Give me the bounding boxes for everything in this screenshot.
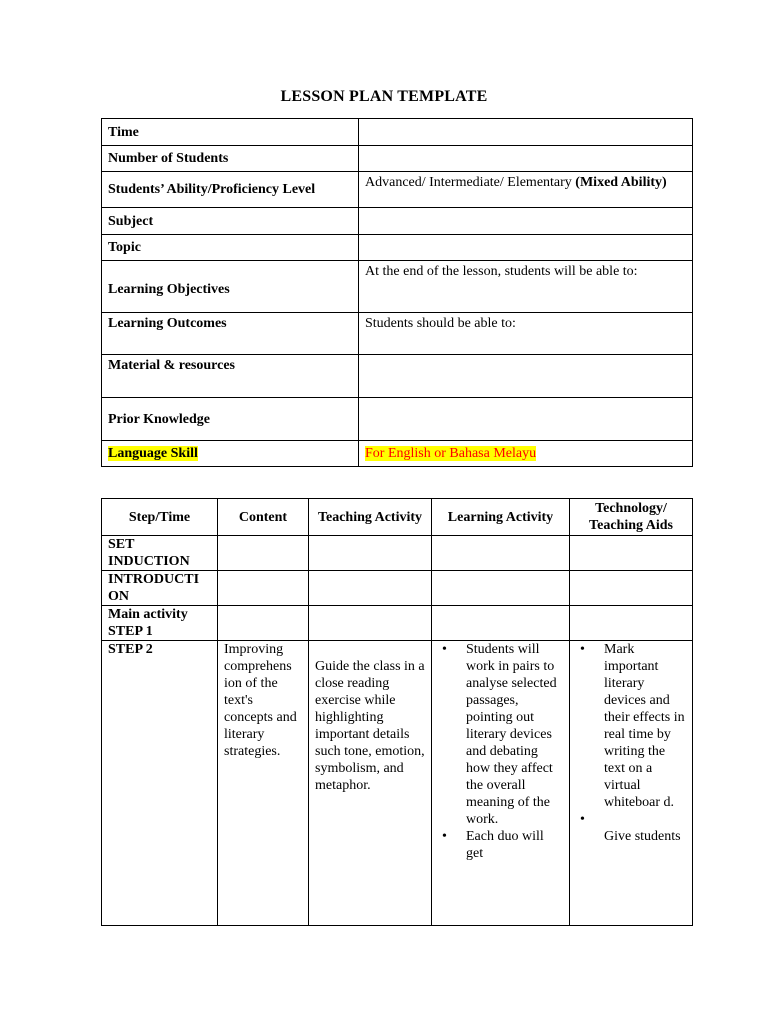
- objectives-label: Learning Objectives: [102, 261, 359, 313]
- cell-empty[interactable]: [570, 606, 693, 641]
- list-item: • Mark important literary devices and their effects in real time by writing the text on a virtual whiteboar d.: [604, 641, 686, 811]
- ability-options: Advanced/ Intermediate/ Elementary: [365, 175, 576, 190]
- subject-label: Subject: [102, 208, 359, 235]
- objectives-value[interactable]: At the end of the lesson, students will be able to:: [359, 261, 693, 313]
- material-label: Material & resources: [102, 355, 359, 398]
- cell-empty[interactable]: [432, 536, 570, 571]
- lesson-info-table: [101, 118, 693, 467]
- row-objectives: [102, 261, 693, 313]
- cell-empty[interactable]: [432, 571, 570, 606]
- ability-value[interactable]: [359, 172, 693, 208]
- topic-value[interactable]: [359, 235, 693, 261]
- students-label: Number of Students: [102, 146, 359, 172]
- row-subject: [102, 208, 693, 235]
- list-item: • Students will work in pairs to analyse selected passages, pointing out literary devices and debating how they affect the overall meaning of the work.: [466, 641, 563, 828]
- prior-label: Prior Knowledge: [102, 398, 359, 441]
- header-content: Content: [218, 499, 309, 536]
- header-technology: Technology/ Teaching Aids: [570, 499, 693, 536]
- cell-empty[interactable]: [218, 606, 309, 641]
- row-students: [102, 146, 693, 172]
- row-topic: [102, 235, 693, 261]
- row-prior: [102, 398, 693, 441]
- table-row: [102, 606, 693, 641]
- time-label: Time: [102, 119, 359, 146]
- step-2: STEP 2: [102, 641, 218, 926]
- cell-empty[interactable]: [309, 606, 432, 641]
- list-item: [604, 811, 686, 828]
- header-row: [102, 499, 693, 536]
- step2-technology[interactable]: [570, 641, 693, 926]
- language-value-cell[interactable]: [359, 441, 693, 467]
- material-value[interactable]: [359, 355, 693, 398]
- subject-value[interactable]: [359, 208, 693, 235]
- students-value[interactable]: [359, 146, 693, 172]
- step2-content[interactable]: Improving comprehens ion of the text's concepts and literary strategies.: [218, 641, 309, 926]
- step-set-induction: SET INDUCTION: [102, 536, 218, 571]
- table-row: [102, 571, 693, 606]
- table-row: [102, 641, 693, 926]
- outcomes-value[interactable]: Students should be able to:: [359, 313, 693, 355]
- row-material: [102, 355, 693, 398]
- cell-empty[interactable]: [218, 536, 309, 571]
- header-step-time: Step/Time: [102, 499, 218, 536]
- time-value[interactable]: [359, 119, 693, 146]
- language-label-cell: [102, 441, 359, 467]
- prior-value[interactable]: [359, 398, 693, 441]
- step2-learning-activity[interactable]: [432, 641, 570, 926]
- ability-label: Students’ Ability/Proficiency Level: [102, 172, 359, 208]
- step2-teaching-activity[interactable]: Guide the class in a close reading exercise while highlighting important details such tone, emotion, symbolism, and metaphor.: [309, 641, 432, 926]
- row-language: [102, 441, 693, 467]
- step-main-activity: Main activity STEP 1: [102, 606, 218, 641]
- list-item: • Each duo will get: [466, 828, 563, 862]
- language-label: Language Skill: [108, 446, 198, 461]
- header-learning-activity: Learning Activity: [432, 499, 570, 536]
- table-row: [102, 536, 693, 571]
- technology-continued: Give students: [604, 829, 681, 844]
- cell-empty[interactable]: [570, 536, 693, 571]
- row-time: [102, 119, 693, 146]
- page-title: LESSON PLAN TEMPLATE: [280, 88, 488, 105]
- row-outcomes: [102, 313, 693, 355]
- language-value: For English or Bahasa Melayu: [365, 446, 537, 461]
- topic-label: Topic: [102, 235, 359, 261]
- lesson-steps-table: [101, 498, 693, 926]
- cell-empty[interactable]: [309, 571, 432, 606]
- cell-empty[interactable]: [309, 536, 432, 571]
- outcomes-label: Learning Outcomes: [102, 313, 359, 355]
- step-introduction: INTRODUCTI ON: [102, 571, 218, 606]
- cell-empty[interactable]: [432, 606, 570, 641]
- cell-empty[interactable]: [218, 571, 309, 606]
- technology-list: [576, 641, 686, 828]
- ability-mixed: (Mixed Ability): [575, 175, 667, 190]
- header-teaching-activity: Teaching Activity: [309, 499, 432, 536]
- row-ability: [102, 172, 693, 208]
- cell-empty[interactable]: [570, 571, 693, 606]
- learning-activity-list: [438, 641, 563, 862]
